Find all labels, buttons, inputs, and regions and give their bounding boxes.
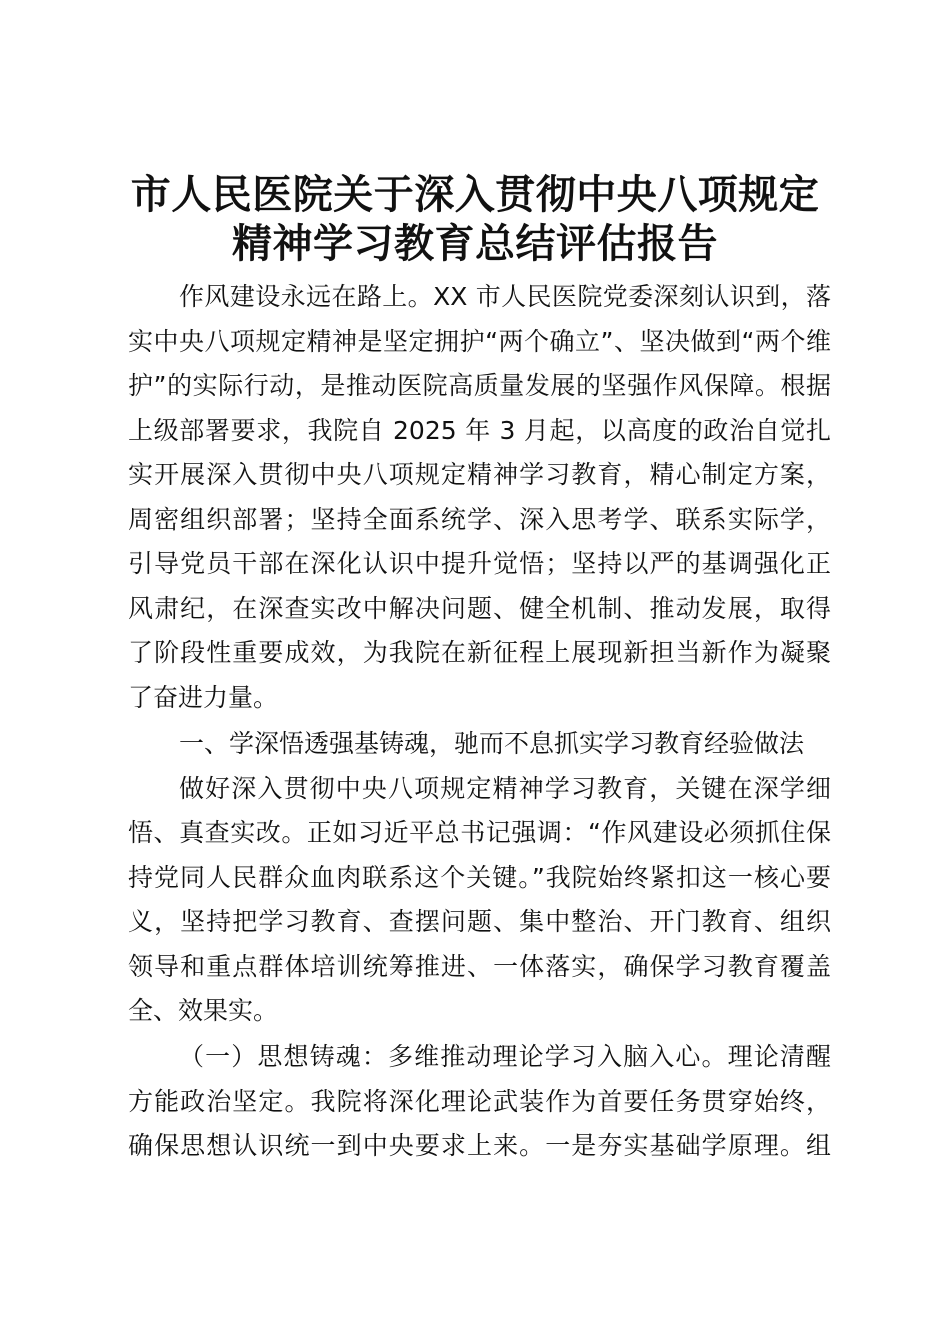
paragraph-line: 做好深入贯彻中央八项规定精神学习教育，关键在深学细 <box>179 774 831 803</box>
paragraph-line: 方能政治坚定。我院将深化理论武装作为首要任务贯穿始终， <box>128 1087 831 1116</box>
document-title-line-2: 精神学习教育总结评估报告 <box>232 221 718 267</box>
paragraph-line: 引导党员干部在深化认识中提升觉悟；坚持以严的基调强化正 <box>128 549 831 578</box>
section-heading: 一、学深悟透强基铸魂，驰而不息抓实学习教育经验做法 <box>179 729 805 758</box>
paragraph-line: 持党同人民群众血肉联系这个关键。”我院始终紧扣这一核心要 <box>128 863 831 892</box>
subsection-line: （一）思想铸魂：多维推动理论学习入脑入心。理论清醒 <box>179 1042 831 1071</box>
paragraph-line: 风肃纪，在深查实改中解决问题、健全机制、推动发展，取得 <box>128 594 831 623</box>
paragraph-line: 实开展深入贯彻中央八项规定精神学习教育，精心制定方案， <box>128 460 831 489</box>
paragraph-line: 护”的实际行动，是推动医院高质量发展的坚强作风保障。根据 <box>128 371 831 400</box>
paragraph-line: 全、效果实。 <box>128 996 279 1025</box>
paragraph-line: 周密组织部署；坚持全面系统学、深入思考学、联系实际学， <box>128 505 831 534</box>
paragraph-line: 实中央八项规定精神是坚定拥护“两个确立”、坚决做到“两个维 <box>128 327 831 356</box>
paragraph-line: 确保思想认识统一到中央要求上来。一是夯实基础学原理。组 <box>128 1131 831 1160</box>
paragraph-line: 义，坚持把学习教育、查摆问题、集中整治、开门教育、组织 <box>128 907 831 936</box>
paragraph-line: 了奋进力量。 <box>128 683 279 712</box>
paragraph-line: 了阶段性重要成效，为我院在新征程上展现新担当新作为凝聚 <box>128 638 831 667</box>
paragraph-line: 领导和重点群体培训统筹推进、一体落实，确保学习教育覆盖 <box>128 952 831 981</box>
paragraph-line: 悟、真查实改。正如习近平总书记强调：“作风建设必须抓住保 <box>128 818 831 847</box>
paragraph-line: 作风建设永远在路上。XX 市人民医院党委深刻认识到，落 <box>179 282 831 311</box>
paragraph-line: 上级部署要求，我院自 2025 年 3 月起，以高度的政治自觉扎 <box>128 416 831 445</box>
document-title-line-1: 市人民医院关于深入贯彻中央八项规定 <box>130 172 820 218</box>
